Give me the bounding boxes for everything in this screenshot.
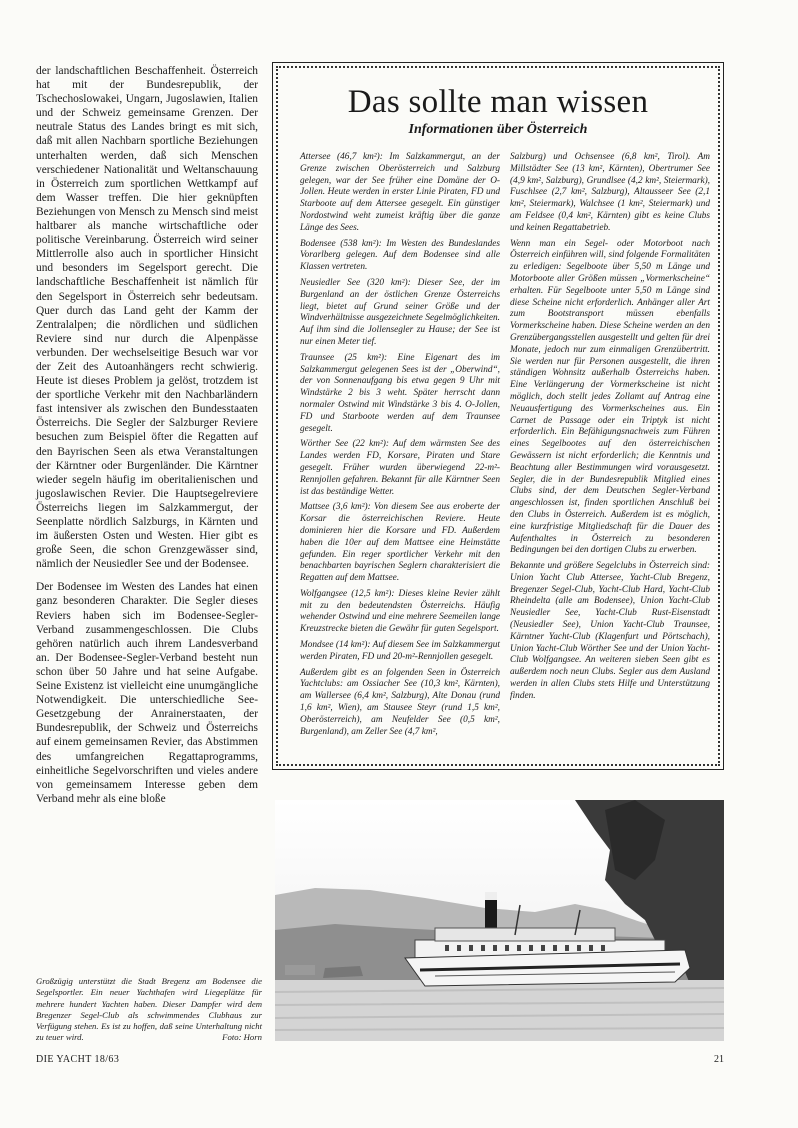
info-box-subtitle: Informationen über Österreich	[408, 122, 588, 137]
article-paragraph: der landschaftlichen Beschaffenheit. Österreich hat mit der Bundesrepublik, der Tschechoslowakei, Ungarn, Jugoslawien, Italien und der Schweiz gemeinsame Grenzen. Der neutrale Status des Landes bringt es mit sich, daß mit allen Nachbarn sportliche Beziehungen unterhalten werden, daß sich Menschen verschiedener Nationalität und Weltanschauung in Österreich zum sportlichen Wettkampf auf dem Wasser treffen. Die hier geknüpften Beziehungen von Mensch zu Mensch sind meist haltbarer als manche wirtschaftliche oder politische Vereinbarung. Österreich wird seiner Mittlerrolle also auch in sportlicher Hinsicht und besonders im Segelsport gerecht. Die landschaftliche Beschaffenheit ist nämlich für den Segelsport in Österreich sehr bedeutsam. Quer durch das Land geht der Kamm der Zentralalpen; die nördlichen und südlichen Reviere sind nur durch die Alpenpässe verbunden. Der wechselseitige Besuch war vor der Zeit des Autoanhängers recht schwierig. Heute ist dieses Problem ja gelöst, trotzdem ist der sportliche Verkehr mit den Nachbarländern fast intensiver als zwischen den Bundesstaaten Österreichs. Die Segler der Salzburger Reviere besuchen zum Beispiel öfter die Regatten auf den Bayrischen Seen als etwa Veranstaltungen der Kärntner oder Burgenländer. Die Kärntner wieder segeln häufig im oberitalienischen und jugoslawischen Revier. Die Hauptsegelreviere Österreichs liegen im Salzkammergut, der Seenplatte nördlich Salzburgs, in Kärnten und im äußersten Osten und Westen. Hier gibt es große Seen, die schon Grenzgewässer sind, nämlich der Neusiedler See und der Bodensee.	[36, 65, 258, 571]
lake-entry: Außerdem gibt es an folgenden Seen in Österreich Yachtclubs: am Ossiacher See (10,3 km², Kärnten), am Wallersee (6,4 km², Salzburg), Alte Donau (rund 1,6 km², Wien), am Stausee Steyr (rund 1,5 km², Oberösterreich), am Neufelder See (0,5 km², Burgenland), am Zeller See (4,7 km²,	[300, 667, 500, 737]
lake-entry: Mattsee (3,6 km²): Von diesem See aus eroberte der Korsar die österreichischen Reviere. Heute dominieren hier die Korsare und FD. Außerdem haben die 10er auf dem Mattsee eine Heimstätte gefunden. Ein reger sportlicher Verkehr mit den benachbarten bayrischen Seglern charakterisiert die Regatten auf dem Mattsee.	[300, 502, 500, 584]
article-paragraph: Der Bodensee im Westen des Landes hat einen ganz besonderen Charakter. Die Segler dieses Reviers haben sich im Bodensee-Segler-Verband zusammengeschlossen. Die Clubs gehören natürlich auch ihrem Landesverband an. Der Bodensee-Segler-Verband besteht nun schon über 50 Jahre und hat seine Aufgabe. Seine Existenz ist vielleicht eine unumgängliche Notwendigkeit. Die unterschiedliche See-Gesetzgebung der Anrainerstaaten, der Bundesrepublik, der Schweiz und Österreichs auf einem gemeinsamen Revier, das Abstimmen des umfangreichen Regattaprogramms, einheitliche Segelvorschriften und vieles andere von gemeinsamem Interesse geben dem Verband mehr als eine bloße	[36, 581, 258, 805]
photo-caption	[36, 976, 262, 1044]
info-paragraph: Bekannte und größere Segelclubs in Österreich sind: Union Yacht Club Attersee, Yacht-Club Bregenz, Bregenzer Segel-Club, Yacht-Club Hard, Yacht-Club Rheindelta (alle am Bodensee), Union Yacht-Club Neusiedler See, Yacht-Club Rust-Eisenstadt (Neusiedler See), Union Yacht-Club Traunsee, Kärntner Yacht-Club (Klagenfurt und Pörtschach), Union Yacht-Club Wörther See und der Union Yacht-Club Wolfgangsee. An weiteren sieben Seen gibt es außerdem noch neun Clubs. Segler aus dem Ausland werden in allen Clubs stets Hilfe und Unterstützung finden.	[510, 561, 710, 701]
lake-entry: Attersee (46,7 km²): Im Salzkammergut, an der Grenze zwischen Oberösterreich und Salzburg gelegen, war der See früher eine Domäne der O-Jollen. Heute werden in erster Linie Piraten, FD und Starboote auf dem Attersee gesegelt. Ein günstiger Nordostwind weht zumeist kräftig über die ganze Länge des Sees.	[300, 152, 500, 233]
photo-credit: Foto: Horn	[222, 1032, 262, 1043]
lake-entry: Neusiedler See (320 km²): Dieser See, der im Burgenland an der östlichen Grenze Österreichs liegt, bietet auf Grund seiner Größe und der Windverhältnisse ausgezeichnete Segelmöglichkeiten. Auf ihm sind die Jollensegler zu Hause; der See ist nur einen Meter tief.	[300, 277, 500, 347]
steamer-photo	[275, 800, 724, 1041]
info-box-column-right	[510, 152, 710, 707]
info-paragraph: Wenn man ein Segel- oder Motorboot nach Österreich einführen will, sind folgende Formalitäten zu erledigen: Segelboote über 5,50 m Länge und Motorboote aller Größen müssen „Vormerkscheine“ erhalten. Für Segelboote unter 5,50 m Länge sind diese Scheine nicht erforderlich. Anhänger aller Art zum Bootstransport müssen ebenfalls Vormerkscheine haben. Diese Scheine werden an den Grenzübergangsstellen ausgestellt und gelten für drei Monate, jedoch nur zum einmaligen Grenzübertritt. Sie werden nur für Personen ausgestellt, die ihren ständigen Wohnsitz außerhalb Österreichs haben. Eine Verlängerung der Vormerkscheine ist nicht möglich, doch stellt jedes Zollamt auf Antrag eine Neuausfertigung des Vormerkscheines aus. Ein Carnet de Passage oder ein Triptyk ist nicht erforderlich. Ein Befähigungsnachweis zum Führen eines Segelbootes auf den österreichischen Gewässern ist nicht erforderlich; die Kenntnis und Beachtung aller Bestimmungen wird vorausgesetzt. Segler, die in der Bundesrepublik Mitglied eines Clubs sind, der dem Deutschen Segler-Verband angeschlossen ist, finden sportlichen Anschluß bei den Clubs in Österreich. Außerdem ist es möglich, eine kurzfristige Mitgliedschaft für die Dauer des Aufenthaltes in Österreich zu besonderen Bedingungen bei den dortigen Clubs zu erwerben.	[510, 238, 710, 556]
lake-entry: Wörther See (22 km²): Auf dem wärmsten See des Landes werden FD, Korsare, Piraten und Stare gesegelt. Früher wurden überwiegend 22-m²-Rennjollen gefahren. Bekannt für alle Kärntner Seen ist das beständige Wetter.	[300, 439, 500, 497]
info-box-column-left	[300, 152, 500, 742]
photo-caption-text: Großzügig unterstützt die Stadt Bregenz am Bodensee die Segelsportler. Ein neuer Yachthafen wird Liegeplätze für mehrere hundert Yachten haben. Dieser Dampfer wird dem Bregenzer Segel-Club als schwimmendes Clubhaus zur Verfügung stehen. Es ist zu hoffen, daß seine Unterhaltung nicht zu teuer wird.	[36, 976, 262, 1043]
lake-entry: Bodensee (538 km²): Im Westen des Bundeslandes Vorarlberg gelegen. Auf dem Bodensee sind alle Klassen vertreten.	[300, 238, 500, 273]
info-paragraph: Salzburg) und Ochsensee (6,8 km², Tirol). Am Millstädter See (13 km², Kärnten), Obertrumer See (4,9 km², Salzburg), Grundlsee (4,2 km², Steiermark), Fuschlsee (2,7 km², Salzburg), Altausseer See (2,1 km², Steiermark), Walchsee (1 km², Steiermark) und am Feldsee (0,4 km², Kärnten) gibt es keine Clubs und keinen Regattabetrieb.	[510, 152, 710, 233]
steamer-photo-illustration	[275, 800, 724, 1041]
info-box-title: Das sollte man wissen	[347, 84, 649, 120]
lake-entry: Mondsee (14 km²): Auf diesem See im Salzkammergut werden Piraten, FD und 20-m²-Rennjollen gesegelt.	[300, 640, 500, 662]
article-left-column	[36, 64, 258, 815]
magazine-footer: DIE YACHT 18/63	[36, 1054, 120, 1065]
page-number: 21	[714, 1054, 724, 1065]
lake-entry: Traunsee (25 km²): Eine Eigenart des im Salzkammergut gelegenen Sees ist der „Oberwind“, der von Sonnenaufgang bis etwa gegen 9 Uhr mit Windstärke 2 bis 3 weht. Später herrscht dann normaler Ostwind mit Windstärke 3 bis 4. O-Jollen, FD und Starboote werden auf dem Traunsee gesegelt.	[300, 352, 500, 434]
lake-entry: Wolfgangsee (12,5 km²): Dieses kleine Revier zählt mit zu den bedeutendsten Österreichs. Häufig wehender Ostwind und eine mehrere Seemeilen lange Kreuzstrecke bieten die Gewähr für guten Segelsport.	[300, 588, 500, 635]
